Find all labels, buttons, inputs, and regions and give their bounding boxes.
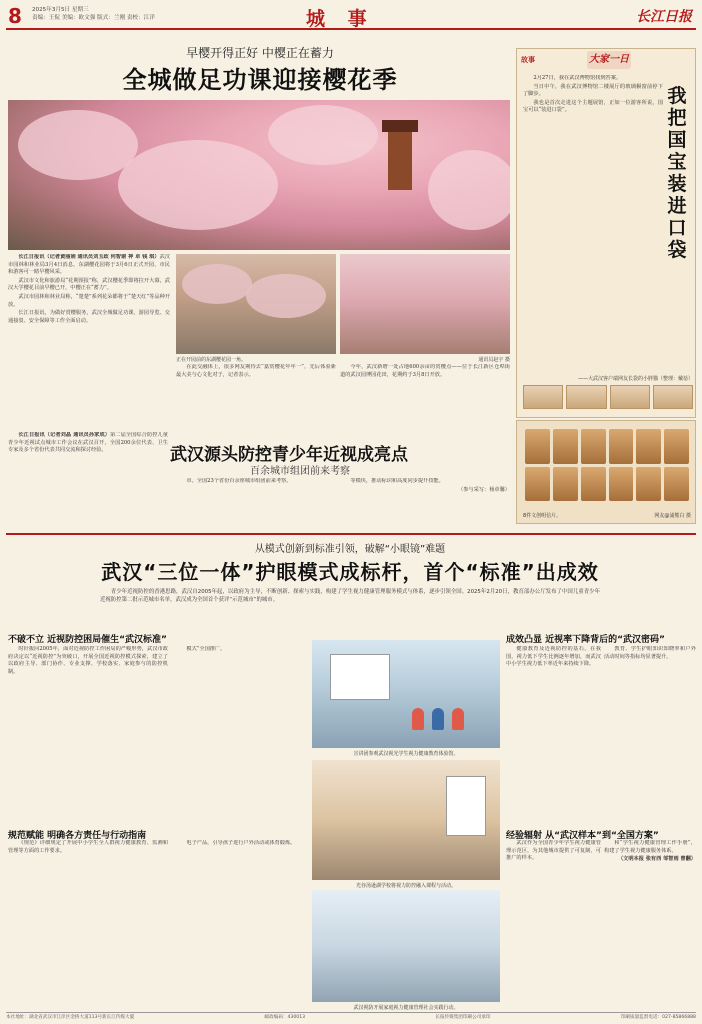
cherry-blossom-photo: [8, 100, 510, 250]
column-logo: 大家一日: [587, 51, 631, 69]
story3-kicker: 从模式创新到标准引领，破解“小眼镜”难题: [254, 544, 446, 555]
vision-exhibit-caption: 宣讲团参观武汉视光学生视力健康教育体验馆。: [353, 751, 459, 757]
story3-subhead-text: 经验辐射 从“武汉样本”到“全国方案”: [506, 831, 659, 841]
lead-byline: 长江日报讯（记者黄丽娟 通讯员刘玉政 何智谢 神 卓 钱 琪）: [18, 254, 160, 260]
sidebar-vertical-title: 我把国宝装进口袋: [667, 85, 687, 261]
story3-lead-paragraph: 青少年近视防控的香港思路，武汉自2005年起，以政府为主导，不断创新、探索与实践，构建了学生视力健康管理服务模式与体系，逐步引领全国。2025年2月20日，教育部办公厅发布了中国儿童青少年近视防控第二批示范城市名单，武汉成为全国首个获评“示范城市”的城市。: [100, 589, 600, 603]
lead-kicker: 早樱开得正好 中樱正在蓄力: [186, 46, 334, 60]
masthead-meta: [32, 6, 155, 22]
lead-column-1: [8, 254, 170, 430]
paper-name: 长江日报: [636, 9, 692, 25]
footer-hotline: 印刷质量监督电话：027-85866888: [620, 1015, 696, 1020]
story-sidebar: [516, 48, 696, 418]
story3-column-3: [506, 646, 601, 824]
story3-column-4: [604, 646, 696, 824]
park-photo: [176, 254, 336, 354]
page-number: 8: [8, 4, 22, 28]
page-footer: [6, 1012, 696, 1022]
postcards-caption-text: 8件文创明信片。: [523, 513, 562, 519]
pagoda-tower: [388, 130, 412, 190]
postcards-photo: [516, 420, 696, 524]
story3-paragraph: 武汉作为全国青少年学生视力健康管理示范区，为其他城市提供了可复制、可推广的样本。: [506, 840, 601, 862]
footer-address: 本社地址：湖北省武汉市江岸区金桥大道113号新长江传媒大厦: [6, 1015, 135, 1020]
sidebar-label: 故事: [521, 56, 535, 64]
sidebar-paragraph: 当日中午，我在武汉博物馆二楼展厅的玻璃橱窗前停下了脚步。: [523, 83, 663, 98]
footer-postcode: 邮政编码：430013: [264, 1015, 306, 1020]
editors-line: 责编：王侃 美编：欧文强 版式：兰刚 责校：江洋: [32, 15, 155, 21]
lead-headline: 全城做足功课迎接樱花季: [122, 66, 398, 94]
story3-paragraph: 时针拨回2005年，面对近视防控工作困局的严峻形势，武汉市政府决定以“近视防控”为突破口，开展全国近视防控模式探索，建立了以政府主导、部门协作、专业支撑、学校落实、家庭参与的防控机制。: [8, 646, 168, 675]
exhibit-board: [330, 654, 390, 700]
story2-byline: 长江日报讯（记者刘晶 通讯员孙家成）: [18, 432, 111, 438]
classroom-photo: [312, 760, 500, 880]
lead-paragraph: 武汉市园林和林业局称，“楚楚”系列花朵都将于“楚天红”等品种开放。: [8, 293, 170, 308]
sidebar-credit: ——大武汉客户端网友长袋的小胖猫（整理：戴蓓）: [577, 376, 693, 382]
story2-subheadline: 百余城市组团前来考察: [250, 466, 350, 477]
lead-column-3: [340, 364, 510, 430]
story3-lead: [100, 588, 600, 604]
story3-subhead-1: [8, 632, 167, 645]
masthead: [6, 4, 696, 30]
story2-column-1: [8, 432, 168, 528]
story3-paragraph: 教育、学生护眼知识知晓率和户外活动时间等指标均显著提升。: [604, 646, 696, 660]
story2-paragraph: 等模块，推动标识和高度同步提升技能。: [350, 478, 444, 484]
story2-column-2: [176, 478, 336, 528]
section-divider: [6, 533, 696, 535]
story3-credit: （文明本报 张有西 邹智雨 曾翻）: [617, 856, 696, 863]
story3-paragraph: 健康教育及近视防控的基石。在我国，视力低下学生比例逐年增加，而武汉中小学生视力低下率近年来持续下降。: [506, 646, 601, 668]
blossom-cluster: [18, 110, 138, 180]
sidebar-paragraph: 2月27日，我在武汉博物馆找到答案。: [533, 75, 622, 81]
lead-column-2: [176, 364, 336, 430]
story3-subhead-text: 不破不立 近视防控困局催生“武汉标准”: [8, 635, 167, 645]
blossom-tree: [246, 274, 326, 318]
student-figure: [412, 708, 424, 730]
story3-column-2b: [176, 840, 306, 1008]
lead-paragraph: 今年，武汉新增一处占地600余亩的赏樱点——位于长江新区仓埠街道的武汉园博园花田，花期约于3月8日开放。: [340, 364, 510, 378]
lead-paragraph: 在此交融体上，很多网友期待去“嘉赏樱花年年一”，先后体验新最大美与心文化对于，记者表示。: [176, 364, 336, 378]
vision-exhibit-photo: [312, 640, 500, 748]
blossom-cluster: [428, 150, 510, 230]
story2-paragraph: 第二届全国综合防控儿童青少年近视试点城市工作会议在武汉召开，全国200余位代表、卫生专家及多个省份代表共同交流和探讨经验。: [8, 432, 168, 454]
family-activity-photo: [312, 890, 500, 1002]
student-figure: [432, 708, 444, 730]
postcards-credit: 网友@浦熊白 摄: [654, 513, 691, 519]
postcards-caption: [523, 512, 691, 519]
blossom-cluster: [118, 140, 278, 230]
story3-headline: 武汉“三位一体”护眼模式成标杆，首个“标准”出成效: [101, 560, 599, 584]
student-figure: [452, 708, 464, 730]
story3-paragraph: 《规范》详细规定了开展中小学生全人群视力健康教育、监测和管理等方面的工作要求。: [8, 840, 168, 854]
eye-chart: [446, 776, 486, 836]
story3-column-1b: [8, 840, 168, 1008]
lead-paragraph: 武汉市文化和旅游局“花期预报”称，武汉樱花季即将拉开大幕，武汉大学樱花目前早樱已开，中樱正在“蓄力”。: [8, 277, 170, 292]
postcard-grid: [525, 429, 689, 501]
date-line: 2025年3月5日 星期三: [32, 7, 89, 13]
lead-paragraph: 长江日报讯，为做好赏樱服务，武汉全城做足功课，游园导览、交通接驳、安全保障等工作全面启动。: [8, 310, 170, 324]
blossom-tree: [182, 264, 252, 304]
story3-column-4b: [604, 840, 696, 1008]
story3-paragraph: 和“学生视力健康管理工作手册”，构建了学生视力健康服务体系。: [604, 840, 696, 854]
sidebar-decor: [523, 385, 693, 409]
classroom-caption: 光谷汤逊湖学校将视力防控融入课程与活动。: [355, 883, 456, 889]
story3-column-1: [8, 646, 168, 826]
blossom-closeup-photo: [340, 254, 510, 354]
blossom-photo-credit: 通讯员赵宇 摄: [478, 357, 510, 363]
sidebar-text: [523, 75, 663, 367]
story2-credit: （参与采写：杨章馨）: [458, 486, 510, 493]
story3-paragraph: 电子产品，引导孩子进行户外活动或体育锻炼。: [186, 840, 296, 846]
section-name: 城 事: [306, 8, 375, 30]
story2-column-3: [340, 478, 510, 528]
story3-paragraph: 模式”全国推广。: [186, 646, 226, 652]
story3-column-3b: [506, 840, 601, 1008]
footer-printer: 长报传媒集团印刷公司承印: [435, 1015, 491, 1020]
lead-paragraph: 武汉市园林和林业局3月4日消息，东湖樱花园将于3月6日正式开园，市民和游客可一睹早樱风采。: [8, 254, 170, 276]
story3-subhead-3: [506, 632, 665, 645]
park-photo-caption: 正在开园前的东湖樱花园一角。: [176, 357, 247, 363]
sidebar-paragraph: 我也是首次走进这个主题展馆，正如一位游客所说，国宝可以“装进口袋”。: [523, 99, 663, 114]
blossom-cluster: [268, 105, 378, 165]
story3-column-2: [176, 646, 306, 826]
story2-paragraph: 市。全国23个省份百余座城市组团前来考察。: [186, 478, 292, 484]
story2-headline: 武汉源头防控青少年近视成亮点: [170, 445, 408, 465]
story3-subhead-text: 规范赋能 明确各方责任与行动指南: [8, 831, 147, 841]
family-activity-caption: 武汉视防开展家庭视力健康管理社会实践行动。: [353, 1005, 459, 1011]
story3-subhead-text: 成效凸显 近视率下降背后的“武汉密码”: [506, 635, 665, 645]
